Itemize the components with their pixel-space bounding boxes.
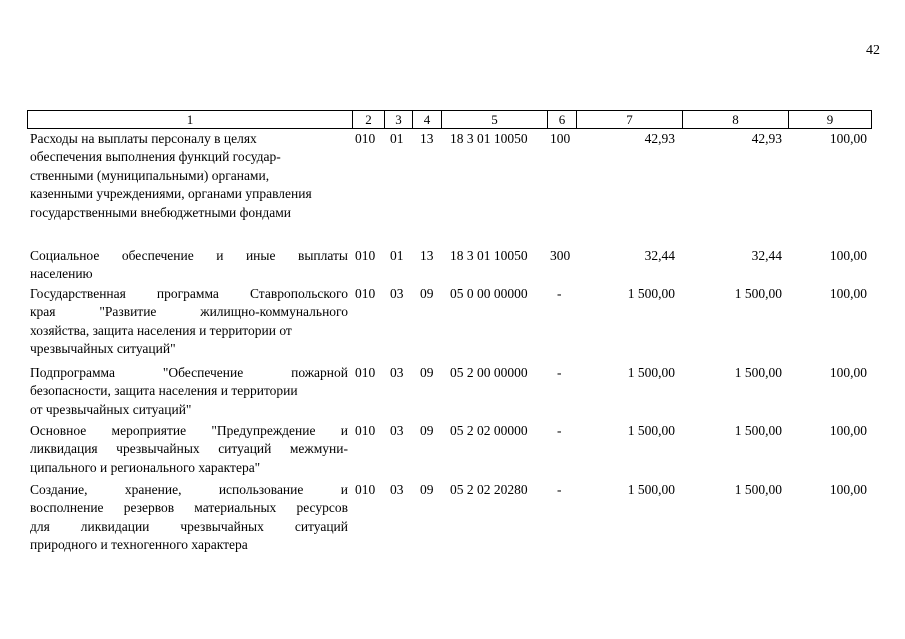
header-col-3: 3	[385, 111, 413, 128]
cell-value-9: 100,00	[829, 365, 867, 380]
description-line: населению	[30, 266, 93, 282]
description-line: от чрезвычайных ситуаций"	[30, 401, 192, 417]
header-col-8: 8	[683, 111, 789, 128]
description-line: Подпрограмма "Обеспечение пожарной	[30, 365, 348, 380]
cell-subsection-code: 09	[420, 423, 434, 438]
cell-value-8: 1 500,00	[734, 482, 782, 497]
description-line: для ликвидации чрезвычайных ситуаций	[30, 518, 348, 534]
description-line: природного и техногенного характера	[30, 537, 248, 553]
cell-value-9: 100,00	[829, 286, 867, 301]
cell-expense-type: 300	[550, 248, 571, 263]
description-line: ственными (муниципальными) органами,	[30, 167, 270, 183]
cell-value-9: 100,00	[829, 482, 867, 497]
header-col-7: 7	[577, 111, 683, 128]
header-col-6: 6	[548, 111, 577, 128]
cell-expense-type: -	[557, 286, 562, 301]
description-line: ликвидация чрезвычайных ситуаций межмуни-	[30, 441, 348, 457]
cell-section-code: 03	[390, 423, 404, 438]
cell-ministry-code: 010	[355, 482, 376, 497]
cell-section-code: 01	[390, 248, 404, 263]
description-line: казенными учреждениями, органами управления	[30, 186, 312, 202]
cell-subsection-code: 09	[420, 365, 434, 380]
cell-ministry-code: 010	[355, 248, 376, 263]
page-number: 42	[866, 43, 880, 58]
cell-section-code: 01	[390, 131, 404, 146]
cell-ministry-code: 010	[355, 286, 376, 301]
description-line: восполнение резервов материальных ресурсов	[30, 500, 348, 516]
cell-target-code: 05 2 02 20280	[450, 482, 528, 497]
cell-value-8: 42,93	[751, 131, 782, 146]
header-col-9: 9	[826, 112, 834, 127]
cell-value-7: 1 500,00	[627, 286, 675, 301]
cell-ministry-code: 010	[355, 131, 376, 146]
cell-target-code: 05 2 02 00000	[450, 423, 528, 438]
row-description	[30, 247, 348, 284]
cell-section-code: 03	[390, 365, 404, 380]
header-col-2: 2	[353, 111, 385, 128]
cell-subsection-code: 09	[420, 286, 434, 301]
cell-section-code: 03	[390, 286, 404, 301]
cell-value-7: 32,44	[644, 248, 675, 263]
cell-value-8: 1 500,00	[734, 365, 782, 380]
table-header	[27, 110, 872, 129]
cell-expense-type: -	[557, 423, 562, 438]
cell-target-code: 05 2 00 00000	[450, 365, 528, 380]
header-col-1: 1	[28, 111, 353, 128]
description-line: ципального и регионального характера"	[30, 459, 261, 475]
row-description	[30, 481, 348, 555]
cell-ministry-code: 010	[355, 365, 376, 380]
cell-value-8: 1 500,00	[734, 423, 782, 438]
description-line: Социальное обеспечение и иные выплаты	[30, 248, 348, 263]
cell-value-7: 42,93	[644, 131, 675, 146]
description-line: Государственная программа Ставропольского	[30, 286, 348, 301]
cell-expense-type: -	[557, 365, 562, 380]
cell-value-8: 1 500,00	[734, 286, 782, 301]
row-description	[30, 285, 348, 359]
cell-value-9: 100,00	[829, 423, 867, 438]
cell-value-8: 32,44	[751, 248, 782, 263]
row-description	[30, 364, 348, 419]
cell-subsection-code: 09	[420, 482, 434, 497]
cell-target-code: 05 0 00 00000	[450, 286, 528, 301]
cell-target-code: 18 3 01 10050	[450, 131, 528, 146]
description-line: края "Развитие жилищно-коммунального	[30, 304, 348, 320]
description-line: хозяйства, защита населения и территории от	[30, 322, 292, 338]
cell-expense-type: -	[557, 482, 562, 497]
cell-value-7: 1 500,00	[627, 365, 675, 380]
cell-expense-type: 100	[550, 131, 571, 146]
row-description	[30, 422, 348, 477]
row-description	[30, 130, 348, 222]
description-line: чрезвычайных ситуаций"	[30, 341, 176, 357]
cell-subsection-code: 13	[420, 131, 434, 146]
description-line: обеспечения выполнения функций государ-	[30, 149, 281, 165]
description-line: государственными внебюджетными фондами	[30, 204, 292, 220]
cell-value-9: 100,00	[829, 248, 867, 263]
cell-value-9: 100,00	[829, 131, 867, 146]
cell-subsection-code: 13	[420, 248, 434, 263]
cell-section-code: 03	[390, 482, 404, 497]
cell-target-code: 18 3 01 10050	[450, 248, 528, 263]
description-line: Расходы на выплаты персоналу в целях	[30, 131, 257, 146]
description-line: безопасности, защита населения и территории	[30, 383, 298, 399]
description-line: Создание, хранение, использование и	[30, 482, 348, 497]
description-line: Основное мероприятие "Предупреждение и	[30, 423, 348, 438]
cell-value-7: 1 500,00	[627, 423, 675, 438]
cell-ministry-code: 010	[355, 423, 376, 438]
header-col-4: 4	[413, 111, 442, 128]
header-col-5: 5	[442, 111, 548, 128]
cell-value-7: 1 500,00	[627, 482, 675, 497]
